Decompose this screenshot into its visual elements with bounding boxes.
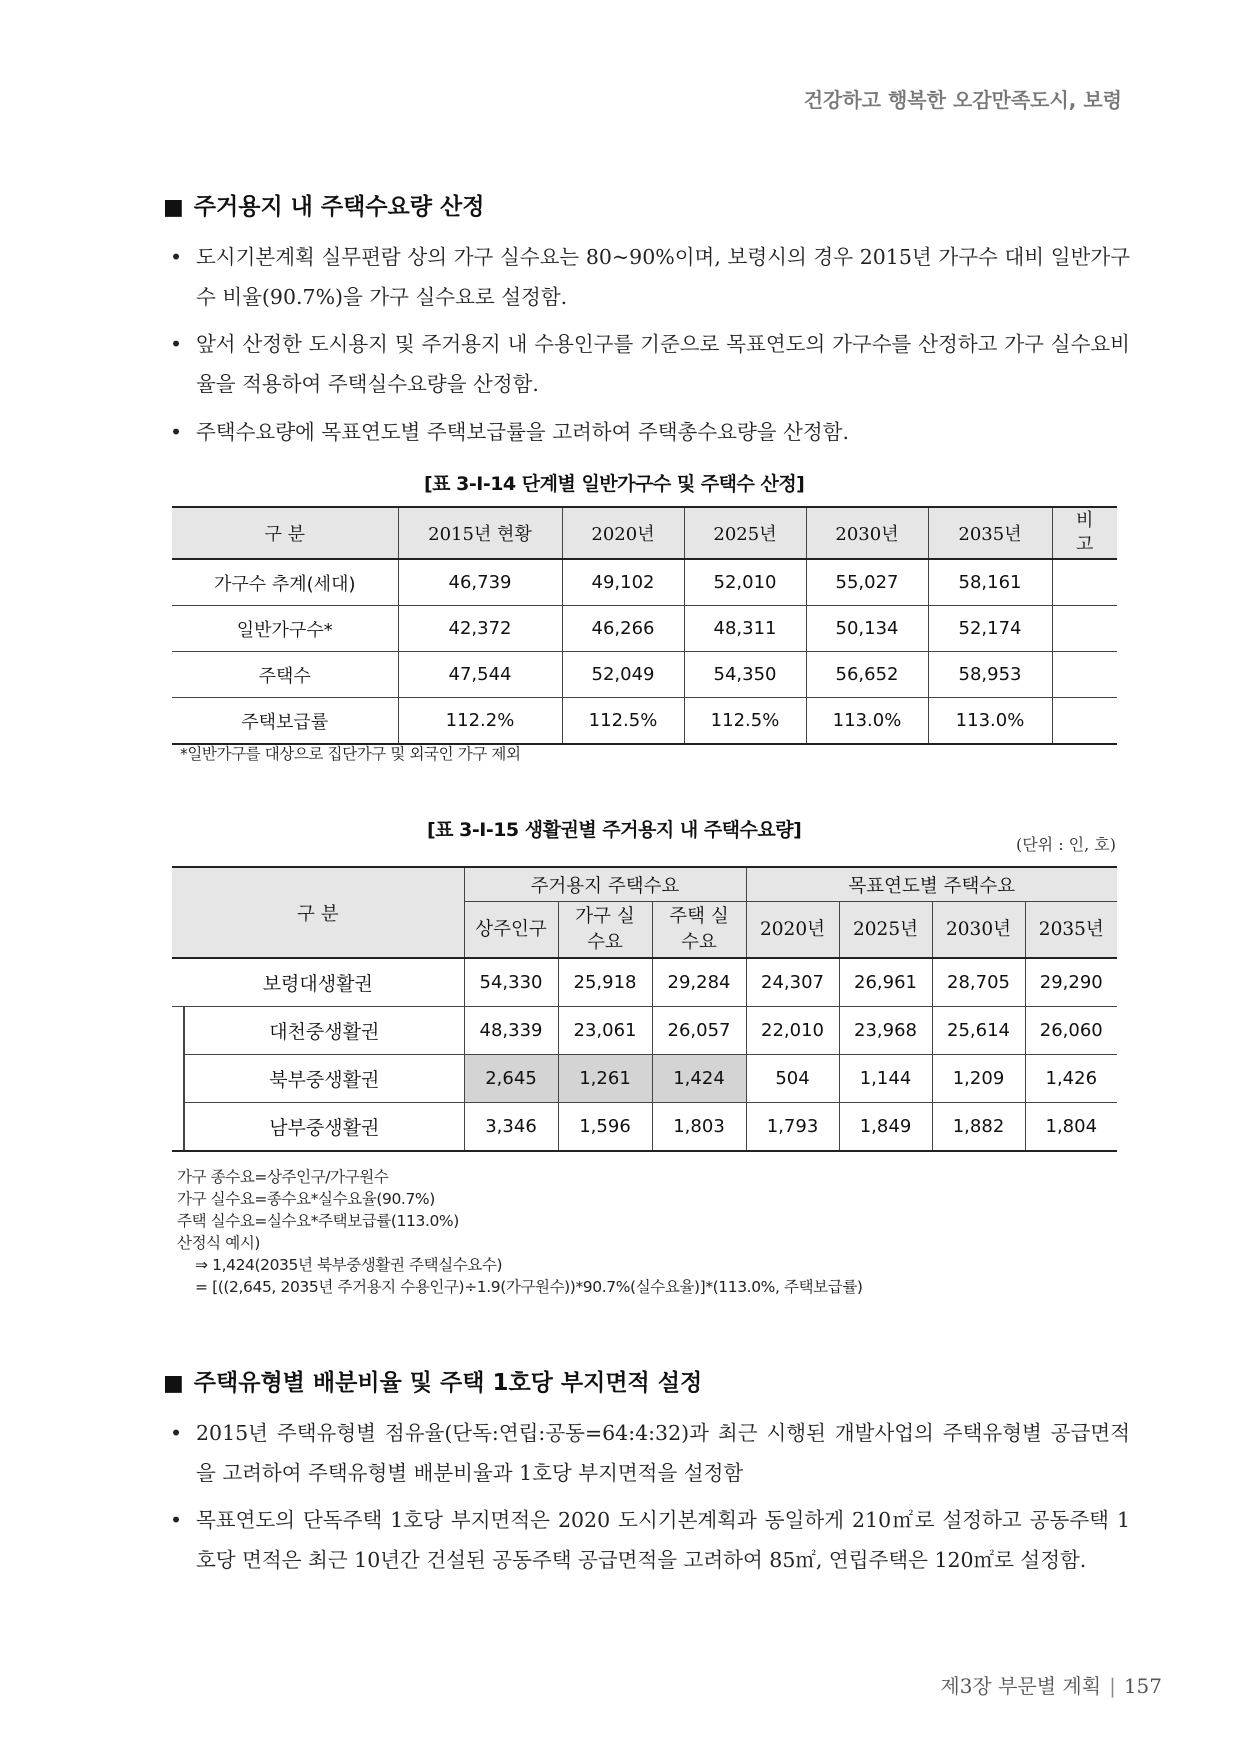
cell: 25,918 — [558, 958, 652, 1007]
bullet-dot-icon: • — [170, 332, 183, 356]
table-header: 비고 — [1052, 507, 1117, 559]
row-label: 주택수 — [172, 652, 398, 698]
table1-footnote: *일반가구를 대상으로 집단가구 및 외국인 가구 제외 — [180, 745, 521, 763]
bullet-text: 2015년 주택유형별 점유율(단독:연립:공동=64:4:32)과 최근 시행된 개발사업의 주택유형별 공급면적을 고려하여 주택유형별 배분비율과 1호당 부지면적을 설정함 — [196, 1421, 1130, 1485]
table1-caption: [표 3-Ⅰ-14 단계별 일반가구수 및 주택수 산정] — [424, 473, 805, 495]
table-header: 구 분 — [172, 867, 464, 958]
cell: 29,290 — [1025, 958, 1117, 1007]
cell: 58,161 — [928, 559, 1052, 606]
table-header-row — [172, 507, 1117, 559]
table-header: 주택 실수요 — [652, 902, 746, 959]
cell-highlighted: 2,645 — [464, 1055, 558, 1103]
table-header-group: 목표연도별 주택수요 — [746, 867, 1117, 902]
cell: 26,961 — [839, 958, 932, 1007]
indent-cell — [172, 1055, 184, 1103]
table-header-group: 주거용지 주택수요 — [464, 867, 746, 902]
cell: 504 — [746, 1055, 839, 1103]
table-row — [172, 1007, 1117, 1055]
cell: 48,339 — [464, 1007, 558, 1055]
cell: 52,049 — [562, 652, 684, 698]
note-line: 가구 종수요=상주인구/가구원수 — [177, 1168, 389, 1186]
table-row — [172, 1103, 1117, 1152]
indent-cell — [172, 1007, 184, 1055]
table-header: 2030년 — [932, 902, 1025, 959]
cell: 1,803 — [652, 1103, 746, 1152]
cell: 54,330 — [464, 958, 558, 1007]
cell: 23,968 — [839, 1007, 932, 1055]
bullet-item — [170, 237, 1130, 317]
section-title-housing-type-ratio — [163, 1364, 702, 1397]
note-line: 가구 실수요=종수요*실수요율(90.7%) — [177, 1190, 435, 1208]
cell — [1052, 606, 1117, 652]
bullet-text: 앞서 산정한 도시용지 및 주거용지 내 수용인구를 기준으로 목표연도의 가구수를 산정하고 가구 실수요비율을 적용하여 주택실수요량을 산정함. — [196, 332, 1130, 396]
table-header: 구 분 — [172, 507, 398, 559]
table-header: 2025년 — [839, 902, 932, 959]
cell: 112.5% — [684, 698, 806, 745]
table-header: 2035년 — [928, 507, 1052, 559]
table-row — [172, 606, 1117, 652]
cell: 22,010 — [746, 1007, 839, 1055]
bullet-item — [170, 1500, 1130, 1580]
row-label: 보령대생활권 — [172, 958, 464, 1007]
cell: 47,544 — [398, 652, 562, 698]
section-title-text: 주거용지 내 주택수요량 산정 — [193, 194, 485, 220]
table-header: 2025년 — [684, 507, 806, 559]
square-bullet-icon: ■ — [163, 1371, 184, 1396]
indent-cell — [172, 1103, 184, 1152]
section-title-housing-demand — [163, 188, 484, 221]
cell: 54,350 — [684, 652, 806, 698]
cell: 29,284 — [652, 958, 746, 1007]
page-number: 157 — [1123, 1674, 1162, 1698]
cell: 3,346 — [464, 1103, 558, 1152]
bullet-text: 주택수요량에 목표연도별 주택보급률을 고려하여 주택총수요량을 산정함. — [196, 420, 849, 444]
cell: 1,793 — [746, 1103, 839, 1152]
cell: 1,849 — [839, 1103, 932, 1152]
table-header: 2035년 — [1025, 902, 1117, 959]
cell: 1,209 — [932, 1055, 1025, 1103]
square-bullet-icon: ■ — [163, 195, 184, 220]
cell: 26,057 — [652, 1007, 746, 1055]
table-header-row — [172, 867, 1117, 902]
cell: 113.0% — [928, 698, 1052, 745]
cell — [1052, 698, 1117, 745]
table-header: 2020년 — [562, 507, 684, 559]
running-head: 건강하고 행복한 오감만족도시, 보령 — [803, 88, 1122, 112]
section-title-text: 주택유형별 배분비율 및 주택 1호당 부지면적 설정 — [193, 1370, 703, 1396]
row-label: 가구수 추계(세대) — [172, 559, 398, 606]
cell: 28,705 — [932, 958, 1025, 1007]
cell: 49,102 — [562, 559, 684, 606]
table-row — [172, 559, 1117, 606]
cell: 112.2% — [398, 698, 562, 745]
cell — [1052, 559, 1117, 606]
page-footer — [940, 1670, 1162, 1699]
table-header: 가구 실수요 — [558, 902, 652, 959]
table-row — [172, 652, 1117, 698]
note-line: 산정식 예시) — [177, 1234, 261, 1252]
row-label: 북부중생활권 — [184, 1055, 464, 1103]
cell: 50,134 — [806, 606, 928, 652]
cell: 58,953 — [928, 652, 1052, 698]
table-row — [172, 1055, 1117, 1103]
bullet-text: 목표연도의 단독주택 1호당 부지면적은 2020 도시기본계획과 동일하게 210㎡로 설정하고 공동주택 1호당 면적은 최근 10년간 건설된 공동주택 공급면적을 고려하여 85㎡, 연립주택은 120㎡로 설정함. — [196, 1508, 1130, 1572]
table-header: 2020년 — [746, 902, 839, 959]
note-line: 주택 실수요=실수요*주택보급률(113.0%) — [177, 1212, 459, 1230]
bullet-dot-icon: • — [170, 420, 183, 444]
cell: 56,652 — [806, 652, 928, 698]
table-header: 상주인구 — [464, 902, 558, 959]
cell-highlighted: 1,424 — [652, 1055, 746, 1103]
row-label: 일반가구수* — [172, 606, 398, 652]
household-housing-table — [172, 506, 1117, 745]
cell: 1,426 — [1025, 1055, 1117, 1103]
table-row — [172, 958, 1117, 1007]
bullet-item — [170, 1413, 1130, 1493]
cell: 1,596 — [558, 1103, 652, 1152]
living-zone-housing-table — [172, 866, 1117, 1152]
cell: 48,311 — [684, 606, 806, 652]
table2-unit: (단위 : 인, 호) — [1015, 835, 1116, 854]
table2-caption: [표 3-Ⅰ-15 생활권별 주거용지 내 주택수요량] — [427, 819, 802, 841]
cell: 46,266 — [562, 606, 684, 652]
footer-chapter: 제3장 부문별 계획 — [940, 1674, 1102, 1698]
table-header: 2030년 — [806, 507, 928, 559]
cell: 55,027 — [806, 559, 928, 606]
cell: 46,739 — [398, 559, 562, 606]
footer-divider: | — [1109, 1674, 1116, 1698]
cell: 113.0% — [806, 698, 928, 745]
calculation-notes — [177, 1166, 863, 1298]
cell: 23,061 — [558, 1007, 652, 1055]
note-line: = [((2,645, 2035년 주거용지 수용인구)÷1.9(가구원수))*90.7%(실수요율)]*(113.0%, 주택보급률) — [195, 1278, 863, 1296]
bullet-dot-icon: • — [170, 1508, 183, 1532]
bullet-item — [170, 412, 1130, 452]
cell: 1,144 — [839, 1055, 932, 1103]
cell: 52,010 — [684, 559, 806, 606]
cell: 1,882 — [932, 1103, 1025, 1152]
row-label: 주택보급률 — [172, 698, 398, 745]
table-header: 2015년 현황 — [398, 507, 562, 559]
row-label: 남부중생활권 — [184, 1103, 464, 1152]
bullet-dot-icon: • — [170, 245, 183, 269]
cell: 42,372 — [398, 606, 562, 652]
cell: 25,614 — [932, 1007, 1025, 1055]
table-row — [172, 698, 1117, 745]
cell: 26,060 — [1025, 1007, 1117, 1055]
bullet-text: 도시기본계획 실무편람 상의 가구 실수요는 80~90%이며, 보령시의 경우 2015년 가구수 대비 일반가구수 비율(90.7%)을 가구 실수요로 설정함. — [196, 245, 1130, 309]
row-label: 대천중생활권 — [184, 1007, 464, 1055]
cell: 24,307 — [746, 958, 839, 1007]
cell: 1,804 — [1025, 1103, 1117, 1152]
cell: 112.5% — [562, 698, 684, 745]
note-line: ⇒ 1,424(2035년 북부중생활권 주택실수요수) — [195, 1256, 503, 1274]
cell-highlighted: 1,261 — [558, 1055, 652, 1103]
bullet-item — [170, 324, 1130, 404]
cell: 52,174 — [928, 606, 1052, 652]
cell — [1052, 652, 1117, 698]
bullet-dot-icon: • — [170, 1421, 183, 1445]
